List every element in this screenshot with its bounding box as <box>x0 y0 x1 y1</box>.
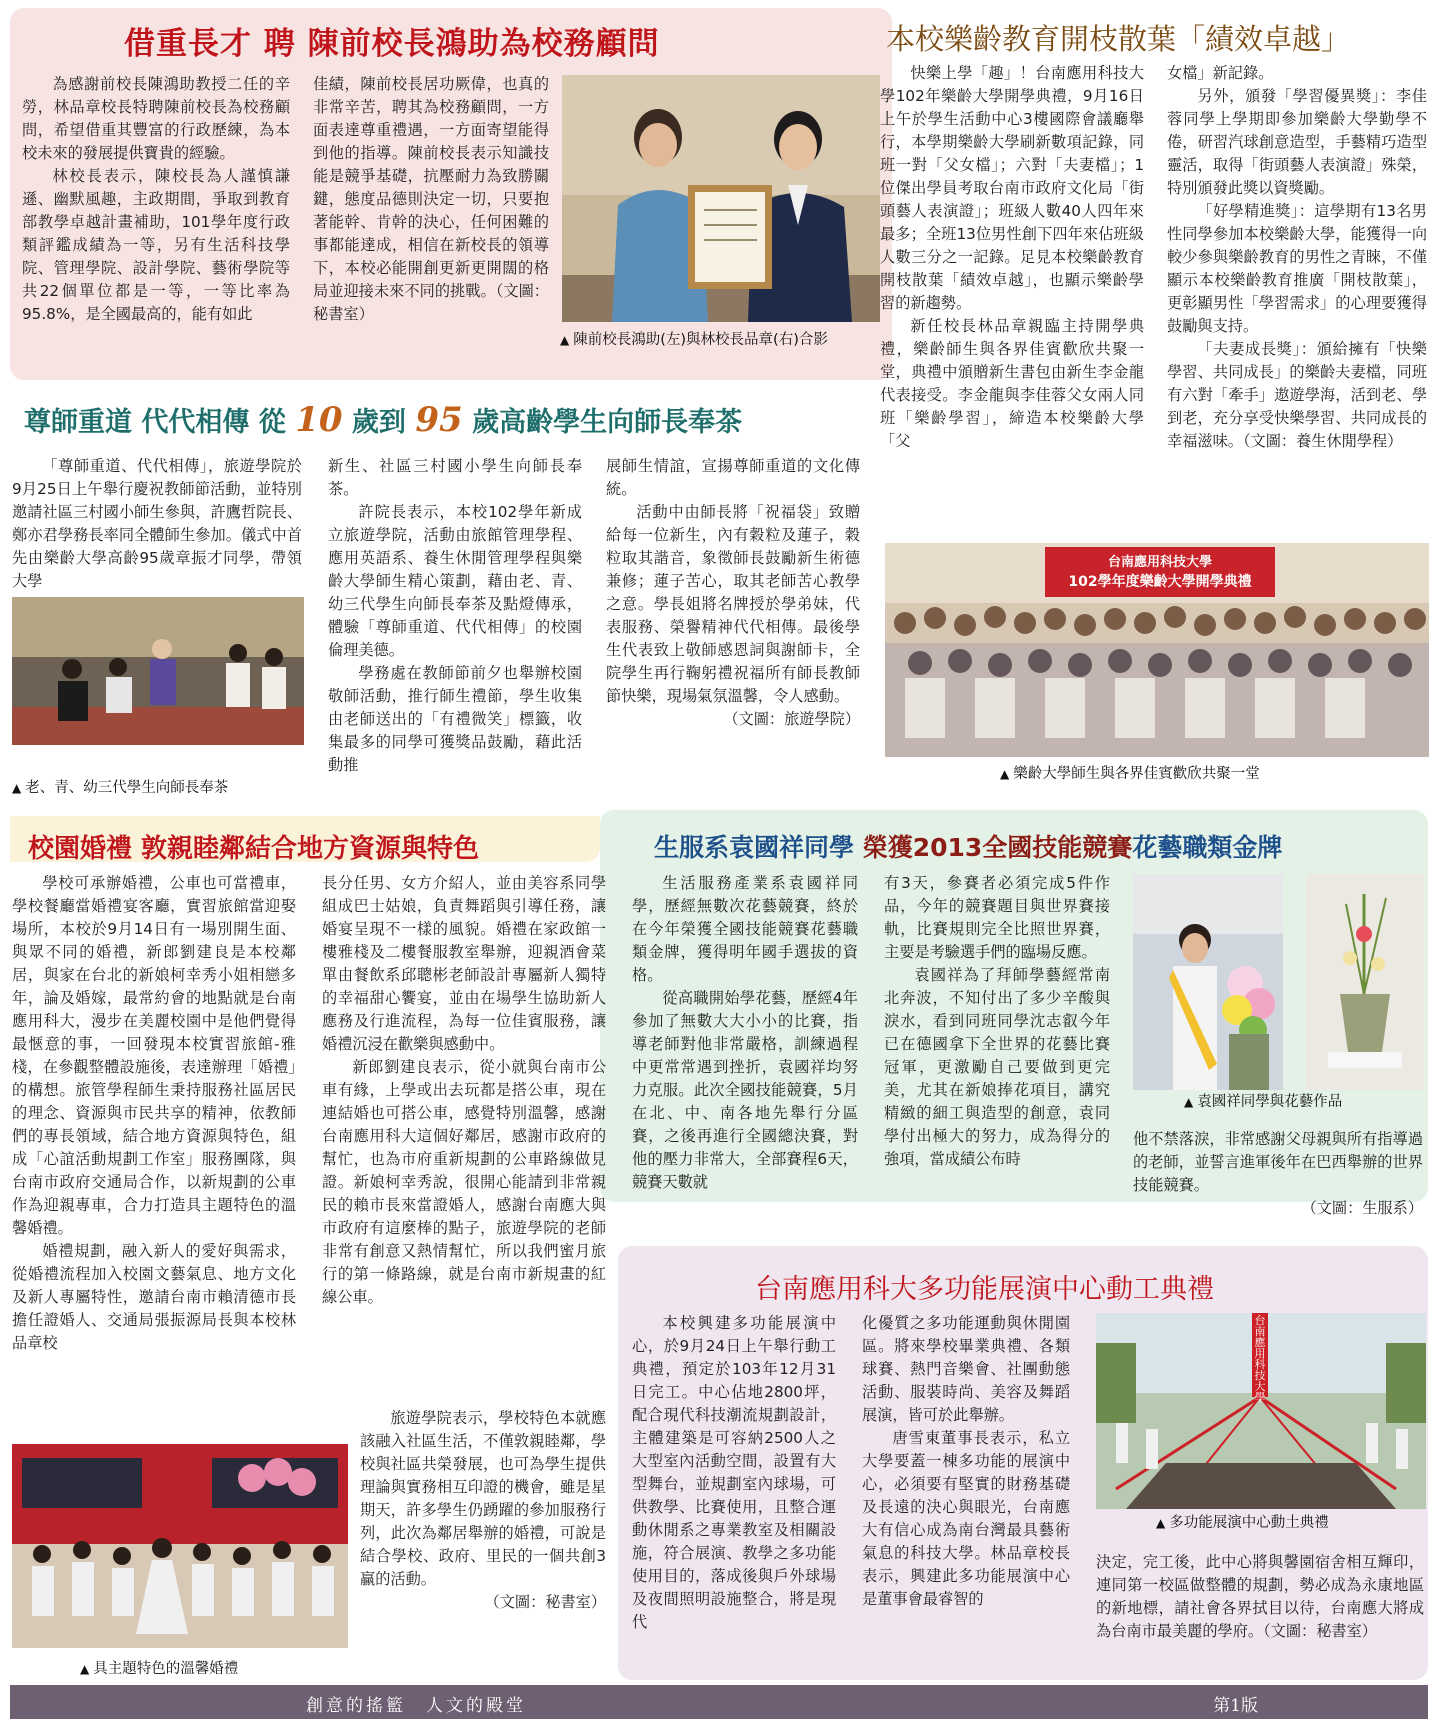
banner-line-2: 102學年度樂齡大學開學典禮 <box>1068 574 1252 590</box>
article-3-column-3 <box>606 455 860 731</box>
paragraph: 有3天，參賽者必須完成5件作品，今年的競賽題目與世界賽接軌，比賽規則完全比照世界賽，主要是考驗選手們的臨場反應。 <box>884 874 1110 961</box>
triangle-icon: ▲ <box>1156 1516 1166 1530</box>
paragraph: 從高職開始學花藝，歷經4年參加了無數大大小小的比賽，指導老師對他非常嚴格，訓練過程中更常常遇到挫折，袁國祥均努力克服。此次全國技能競賽，5月在北、中、南各地先舉行分區賽，之後再進行全國總決賽，對他的壓力非常大，全部賽程6天，競賽天數就 <box>632 989 858 1191</box>
article-6-title: 台南應用科大多功能展演中心動工典禮 <box>755 1274 1214 1305</box>
article-2-caption <box>1000 764 1360 784</box>
paragraph: 許院長表示，本校102學年新成立旅遊學院，活動由旅館管理學程、應用英語系、養生休閒管理學程與樂齡大學師生精心策劃，藉由老、青、幼三代學生向師長奉茶及點燈傳承，體驗「尊師重道、代代相傳」的校園倫理美德。 <box>328 503 582 659</box>
article-6-photo <box>1096 1313 1426 1509</box>
title-part: 歲到 <box>342 407 416 438</box>
credit: （文圖：生服系） <box>1301 1199 1423 1217</box>
credit: （文圖：秘書室） <box>484 1593 606 1611</box>
article-5-title <box>654 828 1282 864</box>
article-3-caption <box>12 778 304 798</box>
credit: （文圖：旅遊學院） <box>723 710 860 728</box>
paragraph: 新生、社區三村國小學生向師長奉茶。 <box>328 457 582 498</box>
article-5-column-2 <box>884 872 1110 1171</box>
paragraph: 學務處在教師節前夕也舉辦校園敬師活動，推行師生禮節，學生收集由老師送出的「有禮微笑」標籤，收集最多的同學可獲獎品鼓勵，藉此活動推 <box>328 664 582 774</box>
article-4-caption <box>80 1659 340 1679</box>
paragraph: 本校興建多功能展演中心，於9月24日上午舉行動工典禮，預定於103年12月31日完工。中心佔地2800坪，配合現代科技潮流規劃設計，主體建築是可容納2500人之大型室內活動空間，設置有大型舞台，並規劃室內球場，可供教學、比賽使用，且整合運動休閒系之專業教室及相關設施，符合展演、教學之多功能使用目的，落成後與戶外球場及夜間照明設施整合，將是現代 <box>632 1314 836 1631</box>
article-3-photo <box>12 597 304 745</box>
paragraph: 新任校長林品章親臨主持開學典禮，樂齡師生與各界佳賓歡欣共聚一堂，典禮中頒贈新生書包由新生李金龍代表接受。李金龍與李佳蓉父女兩人同班「樂齡學習」，締造本校樂齡大學「父 <box>880 317 1144 450</box>
caption-text: 老、青、幼三代學生向師長奉茶 <box>25 780 229 796</box>
paragraph: 佳績，陳前校長居功厥偉，也真的非常辛苦，聘其為校務顧問，一方面表達尊重禮遇，一方面寄望能得到他的指導。陳前校長表示知識技能是競爭基礎，抗壓耐力為致勝關鍵，態度品德則決定一切，只要抱著能幹、肯幹的決心，任何困難的事都能達成，相信在新校長的領導下，本校必能開創更新更開闊的格局並迎接未來不同的挑戰。（文圖：秘書室） <box>313 75 549 323</box>
paragraph: 快樂上學「趣」！台南應用科技大學102年樂齡大學開學典禮，9月16日上午於學生活動中心3樓國際會議廳舉行，本學期樂齡大學刷新數項記錄，同班一對「父女檔」；六對「夫妻檔」；1位傑出學員考取台南市政府文化局「街頭藝人表演證」；班級人數40人四年來最多；全班13位男性創下四年來佔班級人數三分之一記錄。足見本校樂齡教育開枝散葉「績效卓越」，也顯示樂齡學習的新趨勢。 <box>880 64 1144 312</box>
article-5-photo-1 <box>1133 874 1283 1090</box>
title-number: 10 <box>295 400 343 440</box>
paragraph: 旅遊學院表示，學校特色本就應該融入社區生活，不僅敦親睦鄰，學校與社區共榮發展，也可為學生提供理論與實務相互印證的機會，雖是星期天，許多學生仍踴躍的參加服務行列，此次為鄰居舉辦的婚禮，可說是結合學校、政府、里民的一個共創3贏的活動。 <box>360 1409 606 1588</box>
footer-slogan: 創意的搖籃 人文的殿堂 <box>306 1696 526 1716</box>
paragraph: 袁國祥為了拜師學藝經常南北奔波，不知付出了多少辛酸與淚水，看到同班同學沈志叡今年已在德國拿下全世界的花藝比賽冠軍，更激勵自己要做到更完美，尤其在新娘捧花項目，講究精緻的細工與造型的創意，袁同學付出極大的努力，成為得分的強項，當成績公布時 <box>884 966 1110 1168</box>
pillar-text: 台南應用科技大學 <box>1254 1314 1266 1404</box>
article-1-photo <box>562 75 880 322</box>
paragraph: 活動中由師長將「祝福袋」致贈給每一位新生，內有穀粒及蓮子，穀粒取其諧音，象徵師長鼓勵新生術德兼修；蓮子苦心，取其老師苦心教學之意。學長姐將名牌授於學弟妹，代表服務、榮譽精神代代相傳。最後學生代表致上敬師感恩詞與謝師卡，全院學生再行鞠躬禮祝福所有師長教師節快樂，現場氣氛溫馨，令人感動。 <box>606 503 860 705</box>
article-3-title <box>24 400 742 440</box>
paragraph: 「好學精進獎」：這學期有13名男性同學參加本校樂齡大學，能獲得一向較少參與樂齡教育的男性之青睞，不僅顯示本校樂齡教育推廣「開枝散葉」，更彰顯男性「學習需求」的心理要獲得鼓勵與支持。 <box>1167 202 1427 335</box>
paragraph: 另外，頒發「學習優異獎」：李佳蓉同學上學期即參加樂齡大學勤學不倦，研習汽球創意造型，手藝精巧造型靈活，取得「街頭藝人表演證」殊榮，特別頒發此獎以資獎勵。 <box>1167 87 1427 197</box>
article-2-column-1 <box>880 62 1144 453</box>
caption-text: 陳前校長鴻助(左)與林校長品章(右)合影 <box>573 332 828 348</box>
article-6-caption <box>1156 1513 1416 1533</box>
article-4-column-1 <box>12 872 296 1355</box>
article-3-column-1 <box>12 455 302 593</box>
article-4-column-2 <box>322 872 606 1309</box>
triangle-icon: ▲ <box>12 781 22 795</box>
footer-bar <box>10 1685 1428 1719</box>
paragraph: 「尊師重道、代代相傳」，旅遊學院於9月25日上午舉行慶祝教師節活動，並特別邀請社區三村國小師生參與，許鷹哲院長、鄭亦君學務長率同全體師生參加。儀式中首先由樂齡大學高齡95歲章振才同學，帶領大學 <box>12 457 302 590</box>
article-5-column-1 <box>632 872 858 1194</box>
paragraph: 他不禁落淚，非常感謝父母親與所有指導過的老師，並誓言進軍後年在巴西舉辦的世界技能競賽。 <box>1133 1130 1423 1194</box>
paragraph: 新郎劉建良表示，從小就與台南市公車有緣，上學或出去玩都是搭公車，現在連結婚也可搭公車，感覺特別溫馨，感謝台南應用科大這個好鄰居，感謝市政府的幫忙，也為市府重新規劃的公車路線做見證。新娘柯幸秀說，很開心能請到非常親民的賴市長來當證婚人，感謝台南應大與市政府有這麼棒的點子，旅遊學院的老師非常有創意又熱情幫忙，所以我們蜜月旅行的第一條路線，就是台南市新規畫的紅線公車。 <box>322 1058 606 1306</box>
article-1-column-1 <box>22 73 290 326</box>
paragraph: 「夫妻成長獎」：頒給擁有「快樂學習、共同成長」的樂齡夫妻檔，同班有六對「牽手」遨遊學海，活到老、學到老，充分享受快樂學習、共同成長的幸福滋味。（文圖：養生休閒學程） <box>1167 340 1427 450</box>
paragraph: 生活服務產業系袁國祥同學，歷經無數次花藝競賽，終於在今年榮獲全國技能競賽花藝職類金牌，獲得明年國手選拔的資格。 <box>632 874 858 984</box>
article-2-photo <box>885 543 1429 757</box>
article-6-column-2 <box>862 1312 1070 1611</box>
caption-text: 多功能展演中心動土典禮 <box>1169 1515 1329 1531</box>
caption-text: 具主題特色的溫馨婚禮 <box>93 1661 239 1677</box>
article-1-caption <box>560 330 880 350</box>
banner-line-1: 台南應用科技大學 <box>1107 555 1212 570</box>
title-part: 生服系袁國祥同學 <box>654 833 863 862</box>
triangle-icon: ▲ <box>1000 767 1010 781</box>
title-part: 榮獲2013全國技能競賽 <box>862 833 1133 862</box>
article-5-column-3 <box>1133 1128 1423 1220</box>
paragraph: 展師生情誼，宣揚尊師重道的文化傳統。 <box>606 457 860 498</box>
title-part: 歲高齡學生向師長奉茶 <box>462 407 743 438</box>
paragraph: 長分任男、女方介紹人，並由美容系同學組成巴士姑娘，負責舞蹈與引導任務，讓婚宴呈現不一樣的風貌。婚禮在家政館一樓雅棧及二樓餐服教室舉辦，迎親酒會菜單由餐飲系邱聰彬老師設計專屬新人獨特的幸福甜心饗宴，並由在場學生協助新人應務及行進流程，為每一位佳賓服務，讓婚禮沉浸在歡樂與感動中。 <box>322 874 606 1053</box>
page-number: 第1版 <box>1213 1696 1258 1716</box>
triangle-icon: ▲ <box>1184 1095 1194 1109</box>
article-1-column-2 <box>313 73 549 326</box>
article-2-column-2 <box>1167 62 1427 453</box>
article-6-column-1 <box>632 1312 836 1634</box>
paragraph: 林校長表示，陳校長為人謹慎謙遜、幽默風趣，主政期間，爭取到教育部教學卓越計畫補助，101學年度行政類評鑑成績為一等，另有生活科技學院、管理學院、設計學院、藝術學院等共22個單位都是一等，一等比率為95.8%，是全國最高的，能有如此 <box>22 167 290 323</box>
article-4-photo <box>12 1444 348 1648</box>
paragraph: 學校可承辦婚禮，公車也可當禮車，學校餐廳當婚禮宴客廳，實習旅館當迎娶場所，本校於9月14日有一場別開生面、與眾不同的婚禮，新郎劉建良是本校鄰居，與家在台北的新娘柯幸秀小姐相戀多年，論及婚嫁，最常約會的地點就是台南應用科大，漫步在美麗校園中是他們覺得最愜意的事，一回發現本校實習旅館-雅棧，在參觀整體設施後，表達辦理「婚禮」的構想。旅管學程師生秉持服務社區居民的理念、資源與市民共享的精神，依教師們的專長領域，結合地方資源與特色，組成「心誼活動規劃工作室」服務團隊，與台南市政府交通局合作，以新規劃的公車作為迎親專車，合力打造具主題特色的溫馨婚禮。 <box>12 874 296 1237</box>
article-4-title: 校園婚禮 敦親睦鄰結合地方資源與特色 <box>28 834 480 864</box>
paragraph: 唐雪東董事長表示，私立大學要蓋一棟多功能的展演中心，必須要有堅實的財務基礎及長遠的決心與眼光，台南應大有信心成為南台灣最具藝術氣息的科技大學。林品章校長表示，興建此多功能展演中心是董事會最睿智的 <box>862 1429 1070 1608</box>
triangle-icon: ▲ <box>560 333 570 347</box>
paragraph: 女檔」新記錄。 <box>1167 64 1274 82</box>
title-number: 95 <box>415 400 463 440</box>
triangle-icon: ▲ <box>80 1662 90 1676</box>
paragraph: 化優質之多功能運動與休閒園區。將來學校畢業典禮、各類球賽、熱門音樂會、社團動態活動、服裝時尚、美容及舞蹈展演，皆可於此舉辦。 <box>862 1314 1070 1424</box>
article-1-title: 借重長才 聘 陳前校長鴻助為校務顧問 <box>124 26 660 62</box>
article-2-title: 本校樂齡教育開枝散葉「績效卓越」 <box>886 22 1351 56</box>
article-5-caption <box>1184 1092 1414 1112</box>
article-6-column-3 <box>1096 1551 1424 1643</box>
article-5-photo-2 <box>1306 874 1424 1090</box>
paragraph: 婚禮規劃，融入新人的愛好與需求，從婚禮流程加入校園文藝氣息、地方文化及新人專屬特性，邀請台南市賴清德市長擔任證婚人、交通局張振源局長與本校林品章校 <box>12 1242 296 1352</box>
article-3-column-2 <box>328 455 582 777</box>
title-part: 尊師重道 代代相傳 從 <box>24 407 296 438</box>
caption-text: 袁國祥同學與花藝作品 <box>1197 1094 1343 1110</box>
paragraph: 為感謝前校長陳鴻助教授二任的辛勞，林品章校長特聘陳前校長為校務顧問，希望借重其豐富的行政歷練，為本校未來的發展提供寶貴的經驗。 <box>22 75 290 162</box>
title-part: 花藝職類金牌 <box>1132 833 1283 862</box>
caption-text: 樂齡大學師生與各界佳賓歡欣共聚一堂 <box>1013 766 1260 782</box>
article-4-column-3 <box>360 1407 606 1614</box>
paragraph: 決定，完工後，此中心將與馨園宿舍相互輝印，連同第一校區做整體的規劃，勢必成為永康地區的新地標，請社會各界拭目以待，台南應大將成為台南市最美麗的學府。（文圖：秘書室） <box>1096 1553 1424 1640</box>
